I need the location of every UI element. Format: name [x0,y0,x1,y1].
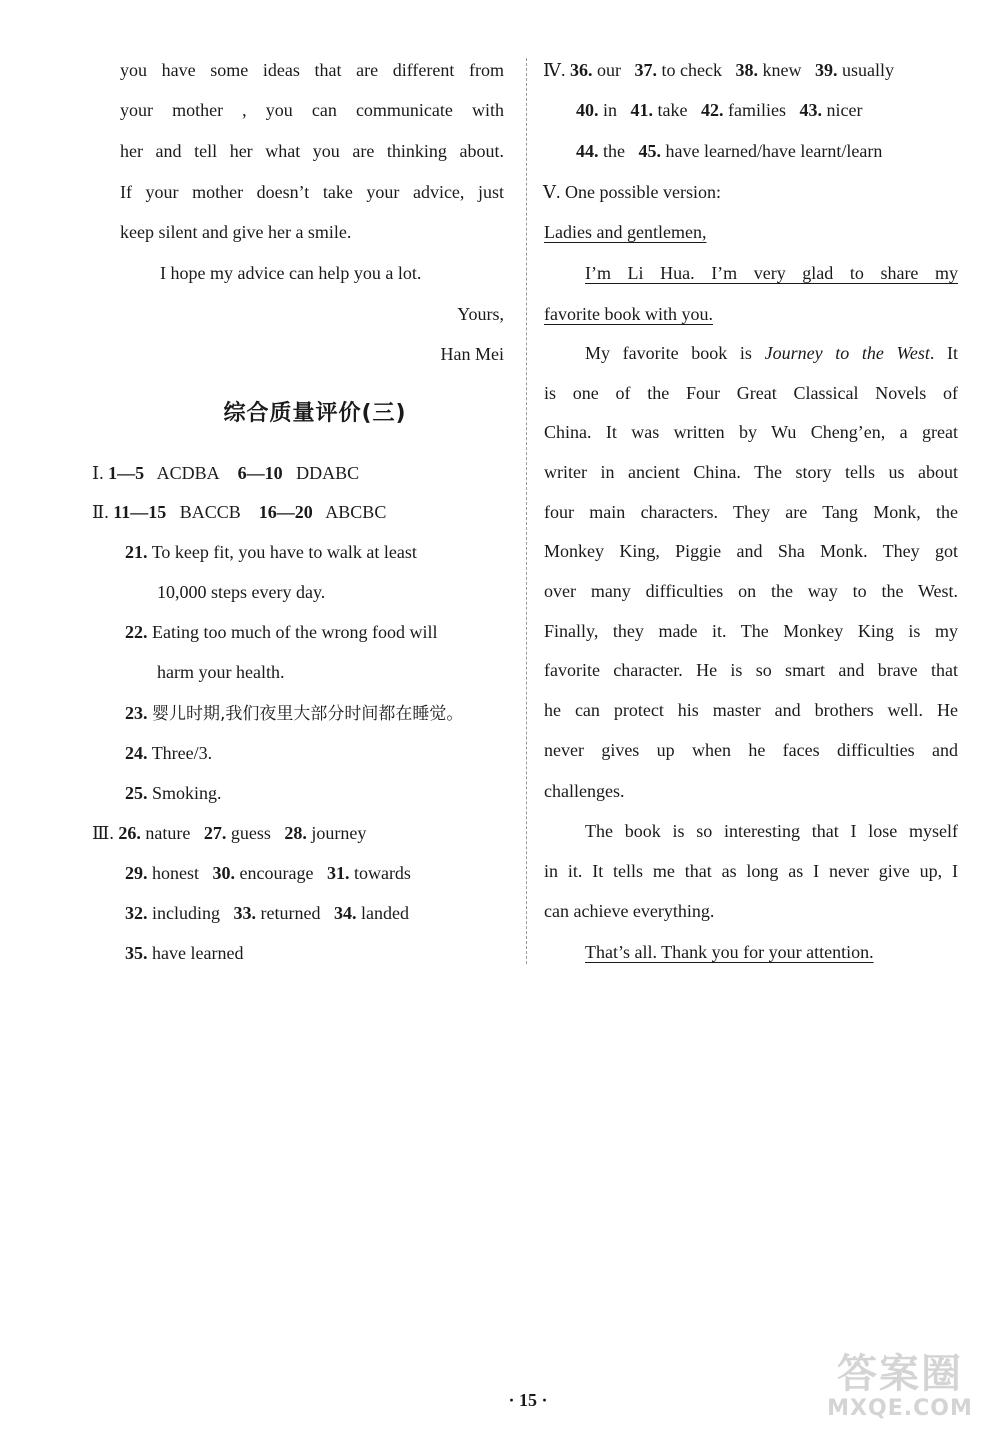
answer-word: have learned [152,943,244,963]
column-divider [526,58,527,964]
page-number: · 15 · [508,1390,548,1410]
answer-22 [125,620,437,644]
answer-text: 婴儿时期,我们夜里大部分时间都在睡觉。 [152,704,464,724]
answer-part-3-row [125,901,409,925]
answer-word: nicer [826,100,863,120]
question-number: 42. [701,100,724,120]
speech-paragraph-line: favorite character. He is so smart and brave that [544,660,958,680]
question-number: 29. [125,863,148,883]
watermark [815,1352,985,1422]
answer-word: usually [841,60,894,80]
roman-numeral: Ⅳ. [543,60,566,80]
question-number: 22. [125,622,148,642]
question-number: 28. [284,823,307,843]
answer-word: guess [230,823,271,843]
answer-part-1 [92,461,359,485]
letter-line: her and tell her what you are thinking about. [120,141,504,161]
letter-signature: Han Mei [440,344,504,364]
letter-line: If your mother doesn’t take your advice, just [120,182,504,202]
answer-word: including [152,903,220,923]
answer-letters: DDABC [296,463,360,483]
book-title: Journey to the West [764,343,930,363]
question-number: 37. [634,60,657,80]
speech-intro-line: I’m Li Hua. I’m very glad to share my [585,263,958,283]
text-span: My favorite book is [585,343,765,363]
answer-word: the [603,141,625,161]
answer-part-3-row [125,941,243,965]
answer-word: landed [360,903,409,923]
question-number: 33. [233,903,256,923]
part-heading: One possible version: [565,182,721,202]
question-number: 43. [799,100,822,120]
section-title: 综合质量评价(三) [223,401,407,426]
question-number: 25. [125,783,148,803]
speech-closing: That’s all. Thank you for your attention. [585,942,874,962]
answer-text: Three/3. [151,743,213,763]
answer-word: our [596,60,621,80]
letter-line: you have some ideas that are different from [120,60,504,80]
letter-line: keep silent and give her a smile. [120,222,352,242]
answer-text: To keep fit, you have to walk at least [151,542,417,562]
letter-sign-off: Yours, [457,304,504,324]
watermark-url: MXQE.COM [827,1396,973,1421]
answer-part-3-row [125,861,411,885]
question-number: 26. [118,823,141,843]
answer-part-2 [92,500,386,524]
question-range: 11—15 [113,502,167,522]
answer-word: families [728,100,786,120]
question-number: 32. [125,903,148,923]
answer-letters: ABCBC [325,502,387,522]
answer-25 [125,781,222,805]
question-range: 16—20 [258,502,313,522]
answer-text: Smoking. [152,783,222,803]
question-number: 30. [212,863,235,883]
roman-numeral: Ⅱ. [92,502,109,522]
answer-part-4-row [576,139,882,163]
answer-part-4-row [543,58,894,82]
question-number: 35. [125,943,148,963]
speech-paragraph-line: never gives up when he faces difficulties and [544,740,958,760]
answer-letters: ACDBA [156,463,220,483]
question-number: 34. [333,903,357,923]
question-number: 36. [569,60,593,80]
answer-word: in [603,100,618,120]
speech-paragraph-line: Finally, they made it. The Monkey King is my [544,621,958,641]
speech-paragraph-line: is one of the Four Great Classical Novels of [544,383,958,403]
answer-word: to check [661,60,722,80]
speech-paragraph-line: over many difficulties on the way to the West. [544,581,958,601]
answer-word: encourage [239,863,314,883]
question-number: 45. [638,141,661,161]
roman-numeral: Ⅲ. [92,823,114,843]
question-number: 27. [203,823,227,843]
answer-21 [125,540,498,564]
answer-word: returned [260,903,321,923]
answer-letters: BACCB [179,502,241,522]
question-number: 38. [735,60,758,80]
question-number: 24. [125,743,148,763]
speech-paragraph-line: China. It was written by Wu Cheng’en, a great [544,422,958,442]
speech-intro-line: favorite book with you. [544,304,713,324]
answer-word: knew [762,60,802,80]
speech-paragraph-line: four main characters. They are Tang Monk, the [544,502,958,522]
question-number: 23. [125,703,148,723]
answer-text: Eating too much of the wrong food will [152,622,438,642]
speech-paragraph-line [585,341,958,365]
speech-paragraph-line: Monkey King, Piggie and Sha Monk. They got [544,541,958,561]
roman-numeral: Ⅴ. [543,182,561,202]
answer-part-5-heading [543,180,721,204]
roman-numeral: Ⅰ. [92,463,104,483]
letter-line: your mother , you can communicate with [120,100,504,120]
answer-text: harm your health. [157,662,285,682]
question-number: 31. [326,863,350,883]
answer-word: have learned/have learnt/learn [665,141,883,161]
speech-paragraph-line: The book is so interesting that I lose myself [585,821,958,841]
text-span: . It [929,343,959,363]
question-number: 40. [576,100,599,120]
question-number: 44. [576,141,599,161]
answer-word: honest [152,863,199,883]
speech-paragraph-line: challenges. [544,781,625,801]
question-number: 39. [814,60,838,80]
answer-23 [125,701,463,726]
answer-24 [125,741,212,765]
answer-word: towards [353,863,411,883]
answer-part-4-row [576,98,862,122]
answer-text: 10,000 steps every day. [157,582,326,602]
speech-paragraph-line: in it. It tells me that as long as I never give up, I [544,861,958,881]
answer-part-3-row [92,821,366,845]
speech-paragraph-line: can achieve everything. [544,901,715,921]
watermark-logo-text: 答案圈 [837,1351,963,1397]
answer-word: take [657,100,688,120]
answer-word: nature [145,823,191,843]
speech-paragraph-line: he can protect his master and brothers well. He [544,700,958,720]
answer-word: journey [311,823,367,843]
question-number: 41. [630,100,654,120]
question-number: 21. [125,542,148,562]
question-range: 1—5 [108,463,145,483]
speech-paragraph-line: writer in ancient China. The story tells us about [544,462,958,482]
question-range: 6—10 [237,463,283,483]
letter-closing-paragraph: I hope my advice can help you a lot. [160,263,422,283]
speech-greeting: Ladies and gentlemen, [544,222,707,242]
